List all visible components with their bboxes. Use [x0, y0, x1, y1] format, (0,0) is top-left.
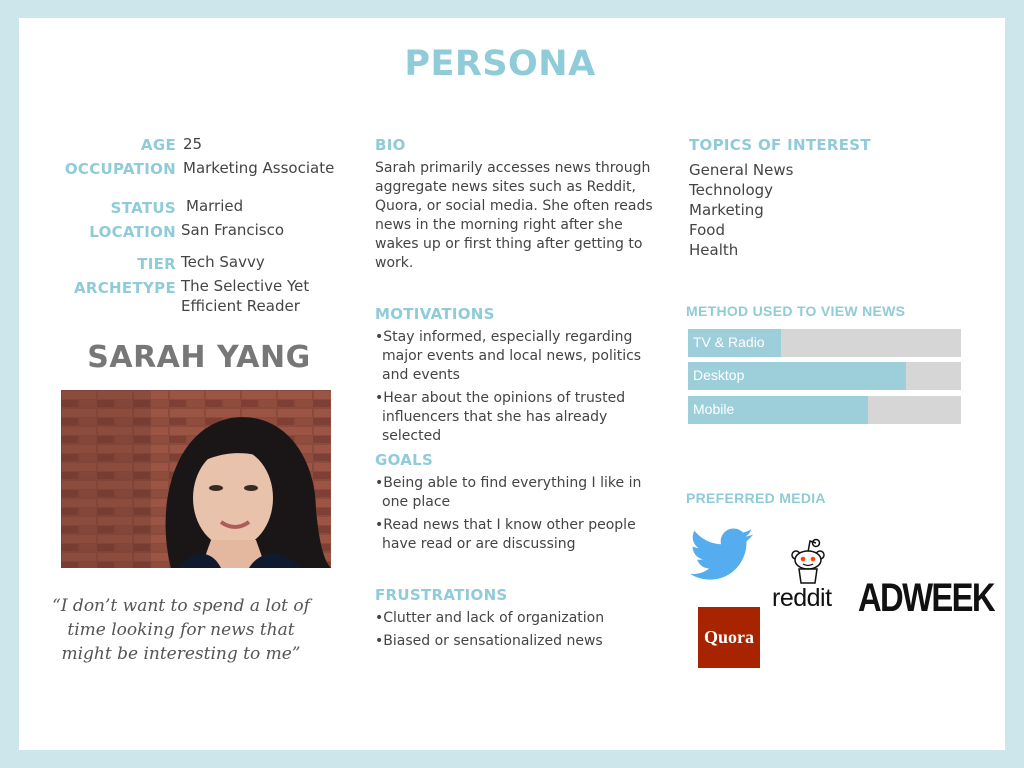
methods-heading: METHOD USED TO VIEW NEWS	[686, 303, 906, 319]
bio-line: wakes up or first thing after getting to	[375, 236, 643, 252]
bio-line: Sarah primarily accesses news through	[375, 160, 651, 176]
status-label: STATUS	[110, 199, 176, 217]
location-value: San Francisco	[181, 221, 285, 239]
list-item: • Biased or sensationalized news	[375, 632, 660, 651]
list-item: • Read news that I know other people have read or are discussing	[375, 516, 645, 554]
quote-line-1: “I don’t want to spend a lot of	[52, 596, 310, 616]
location-label: LOCATION	[89, 223, 176, 241]
bio-line: news in the morning right after she	[375, 217, 623, 233]
bio-text	[375, 159, 665, 273]
list-item: • Clutter and lack of organization	[375, 609, 660, 628]
list-item: General News	[689, 161, 794, 179]
age-value: 25	[183, 135, 203, 153]
age-label: AGE	[140, 136, 176, 154]
motivations-heading: MOTIVATIONS	[375, 305, 495, 323]
bio-heading: BIO	[375, 136, 406, 154]
twitter-icon	[690, 528, 754, 582]
list-item: • Being able to find everything I like in one place	[375, 474, 645, 512]
archetype-line-2: Efficient Reader	[181, 297, 300, 315]
list-item: Marketing	[689, 201, 764, 219]
persona-name: SARAH YANG	[87, 340, 311, 375]
frustrations-list	[375, 609, 660, 655]
occupation-label: OCCUPATION	[64, 160, 176, 178]
archetype-value	[181, 276, 309, 316]
method-bar-label: Desktop	[693, 367, 745, 383]
archetype-line-1: The Selective Yet	[181, 277, 310, 295]
occupation-value: Marketing Associate	[183, 159, 335, 177]
topics-list	[689, 160, 793, 260]
method-bar-desktop	[688, 362, 961, 390]
status-value: Married	[186, 197, 244, 215]
method-bar-tv-radio	[688, 329, 961, 357]
tier-value: Tech Savvy	[181, 253, 265, 271]
persona-quote	[50, 594, 312, 666]
tier-label: TIER	[137, 255, 176, 273]
motivations-list	[375, 328, 660, 450]
quote-line-2: time looking for news that	[67, 620, 295, 640]
list-item: Health	[689, 241, 739, 259]
method-bar-label: TV & Radio	[693, 334, 765, 350]
reddit-icon	[790, 538, 826, 586]
goals-list	[375, 474, 645, 558]
topics-heading: TOPICS OF INTEREST	[689, 136, 871, 154]
quora-logo: Quora	[698, 607, 760, 668]
quote-line-3: might be interesting to me”	[61, 644, 301, 664]
method-bar-mobile	[688, 396, 961, 424]
bio-line: aggregate news sites such as Reddit,	[375, 179, 636, 195]
adweek-logo: ADWEEK	[858, 576, 994, 620]
goals-heading: GOALS	[375, 451, 434, 469]
persona-photo	[61, 390, 331, 568]
bio-line: Quora, or social media. She often reads	[375, 198, 653, 214]
reddit-logo-text: reddit	[772, 584, 832, 612]
method-bar-label: Mobile	[693, 401, 735, 417]
list-item: Technology	[689, 181, 774, 199]
page-title: PERSONA	[404, 44, 596, 84]
frustrations-heading: FRUSTRATIONS	[375, 586, 508, 604]
list-item: • Hear about the opinions of trusted influencers that she has already selected	[375, 389, 660, 446]
list-item: • Stay informed, especially regarding major events and local news, politics and events	[375, 328, 660, 385]
bio-line: work.	[375, 255, 414, 271]
archetype-label: ARCHETYPE	[73, 279, 176, 297]
list-item: Food	[689, 221, 725, 239]
media-heading: PREFERRED MEDIA	[686, 490, 826, 506]
